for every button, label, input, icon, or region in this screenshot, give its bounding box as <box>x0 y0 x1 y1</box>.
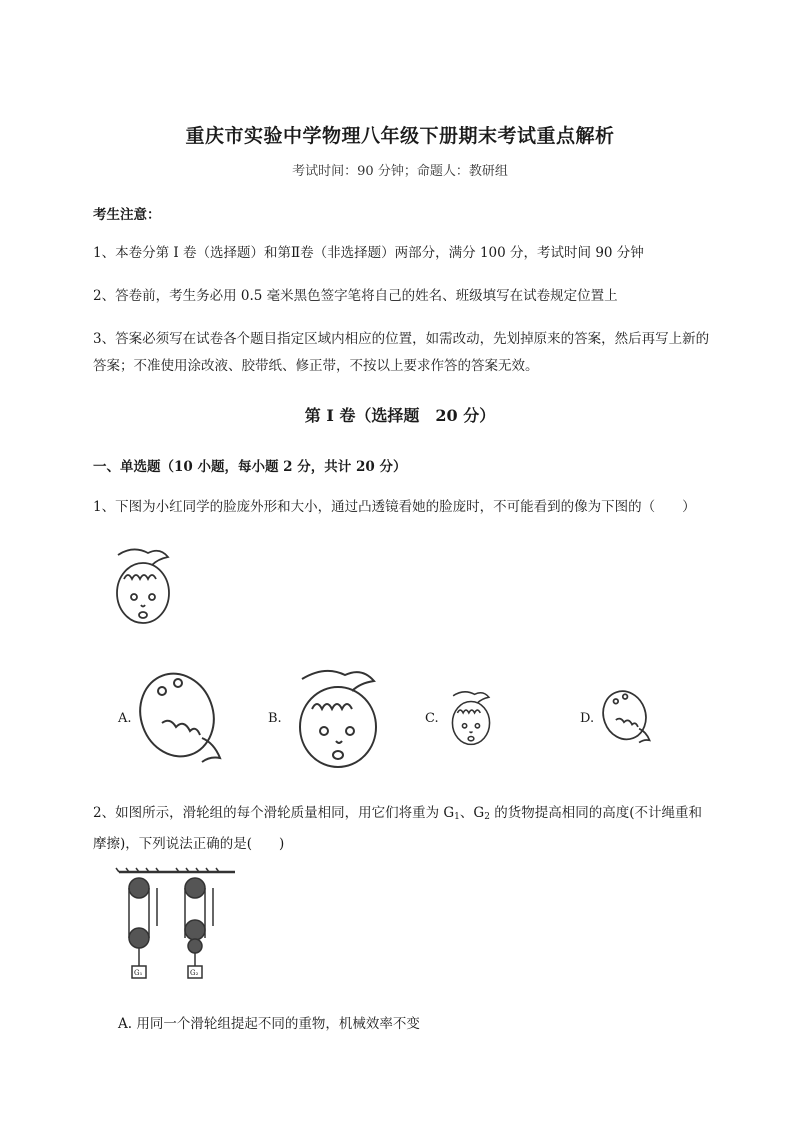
notice-item-2: 2、答卷前，考生务必用 0.5 毫米黑色签字笔将自己的姓名、班级填写在试卷规定位置上 <box>93 288 618 304</box>
notice-heading: 考生注意： <box>93 207 161 223</box>
page-title: 重庆市实验中学物理八年级下册期末考试重点解析 <box>185 125 615 147</box>
question-1-text: 1、下图为小红同学的脸庞外形和大小，通过凸透镜看她的脸庞时，不可能看到的像为下图的（ ） <box>93 499 696 515</box>
section-heading: 一、单选题（10 小题，每小题 2 分，共计 20 分） <box>93 459 407 475</box>
reference-face-figure <box>108 545 178 630</box>
notice-item-1: 1、本卷分第 I 卷（选择题）和第Ⅱ卷（非选择题）两部分，满分 100 分，考试时间 90 分钟 <box>93 245 644 261</box>
q1-option-b-label: B. <box>268 711 282 726</box>
notice-item-3: 3、答案必须写在试卷各个题目指定区域内相应的位置，如需改动，先划掉原来的答案，然后再写上新的答案；不准使用涂改液、胶带纸、修正带，不按以上要求作答的答案无效。 <box>93 331 710 374</box>
q1-option-d-face <box>598 685 654 749</box>
q1-option-c-label: C. <box>425 711 439 726</box>
q1-option-d-label: D. <box>580 711 595 726</box>
exam-info: 考试时间：90 分钟；命题人：教研组 <box>292 164 508 179</box>
g1-label: G₁ <box>134 969 143 977</box>
q1-option-c-face <box>446 688 496 750</box>
q2-option-a: A. 用同一个滑轮组提起不同的重物，机械效率不变 <box>118 1016 420 1032</box>
q1-option-b-face <box>290 665 390 775</box>
pulley-system-figure <box>115 866 240 986</box>
part1-heading: 第 I 卷（选择题 20 分） <box>304 406 496 425</box>
q1-option-a-label: A. <box>118 711 132 726</box>
question-2-text: 2、如图所示，滑轮组的每个滑轮质量相同，用它们将重为 $G_1$、$G_2$ 的货物提高相同的高度(不计绳重和摩擦)，下列说法正确的是( ) <box>93 805 702 852</box>
g2-label: G₂ <box>190 969 199 977</box>
q1-option-a-face <box>132 663 227 773</box>
